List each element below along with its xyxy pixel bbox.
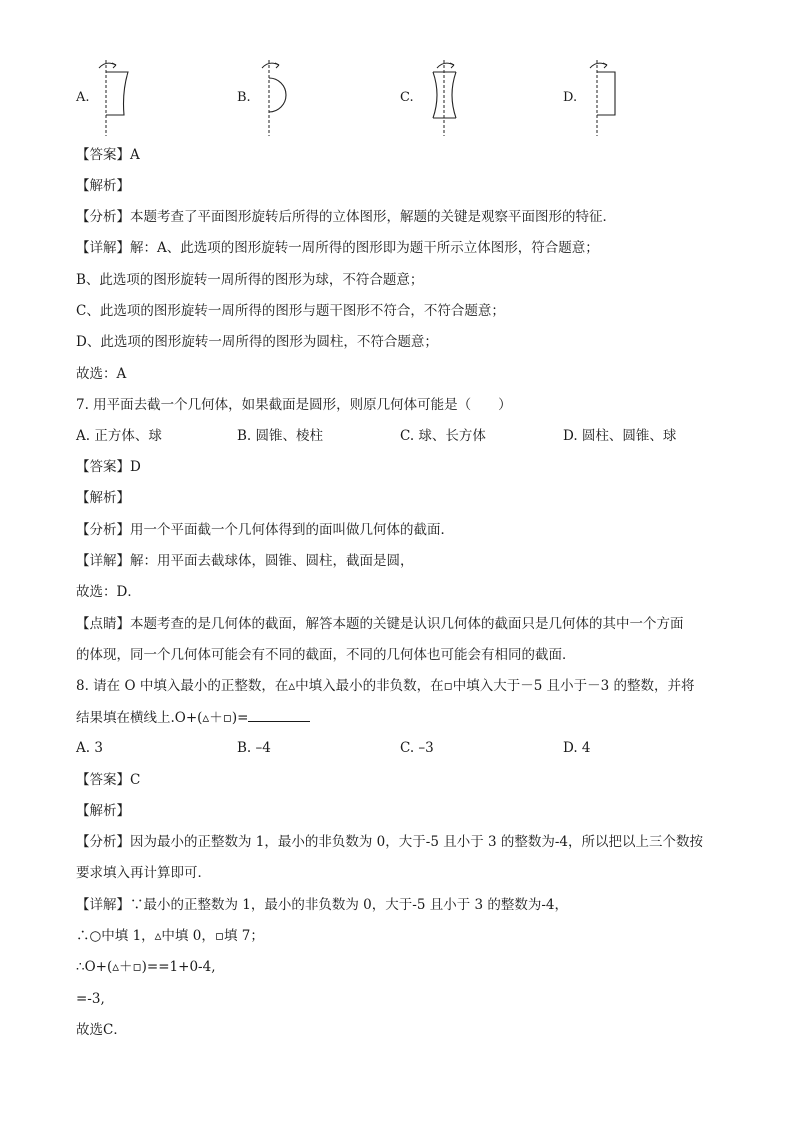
figure-label-d: D. (563, 90, 578, 105)
q6-detail-4: D、此选项的图形旋转一周所得的图形为圆柱，不符合题意； (76, 334, 438, 350)
q7-option-a: A. 正方体、球 (76, 428, 162, 444)
figure-option-c (400, 56, 480, 142)
q6-detail-1: 【详解】解：A、此选项的图形旋转一周所得的图形即为题干所示立体图形，符合题意； (76, 240, 599, 256)
q7-dianjing-1: 【点睛】本题考查的是几何体的截面，解答本题的关键是认识几何体的截面只是几何体的其中一个方面 (76, 616, 684, 632)
q8-option-d: D. 4 (563, 740, 591, 756)
figure-b-drawing (255, 56, 315, 142)
q7-jiexi-heading: 【解析】 (76, 490, 130, 506)
q8-jiexi-heading: 【解析】 (76, 803, 130, 819)
q7-option-d: D. 圆柱、圆锥、球 (563, 428, 677, 444)
q6-jiexi-heading: 【解析】 (76, 178, 130, 194)
q7-dianjing-2: 的体现，同一个几何体可能会有不同的截面，不同的几何体也可能会有相同的截面． (76, 647, 576, 663)
q8-question-1: 8. 请在 O 中填入最小的正整数，在▵中填入最小的非负数，在▫中填入大于－5 且小于－3 的整数，并将 (76, 678, 695, 694)
q7-option-b: B. 圆锥、棱柱 (237, 428, 324, 444)
q8-question-2-text: 结果填在横线上.O+(▵＋▫)= (76, 710, 249, 726)
figure-label-b: B. (237, 90, 251, 105)
q7-answer: 【答案】D (76, 459, 141, 475)
q8-option-c: C. –3 (400, 740, 434, 756)
figure-a-drawing (94, 56, 154, 142)
figure-c-drawing (424, 56, 484, 142)
q8-detail-1: 【详解】∵最小的正整数为 1，最小的非负数为 0，大于-5 且小于 3 的整数为-4， (76, 897, 569, 913)
q8-question-2 (76, 707, 776, 728)
q7-detail: 【详解】解：用平面去截球体，圆锥、圆柱，截面是圆， (76, 553, 414, 569)
q6-choose: 故选：A (76, 366, 127, 382)
figure-label-a: A. (76, 90, 90, 105)
q8-detail-4: =-3, (76, 991, 105, 1007)
q8-choose: 故选C． (76, 1022, 127, 1038)
figure-option-b (237, 56, 317, 142)
q8-analysis-2: 要求填入再计算即可． (76, 865, 211, 881)
figure-label-c: C. (400, 90, 414, 105)
figure-option-d (563, 56, 643, 142)
q7-choose: 故选：D． (76, 584, 141, 600)
q7-analysis: 【分析】用一个平面截一个几何体得到的面叫做几何体的截面． (76, 522, 454, 538)
figure-options-row (0, 56, 794, 142)
figure-d-drawing (587, 56, 647, 142)
q8-detail-3: ∴O+(▵＋▫)==1+0-4, (76, 959, 216, 975)
q8-detail-2: ∴○中填 1，▵中填 0，▫填 7； (76, 928, 264, 944)
q6-answer: 【答案】A (76, 147, 140, 163)
q6-analysis: 【分析】本题考查了平面图形旋转后所得的立体图形，解题的关键是观察平面图形的特征． (76, 209, 616, 225)
q8-option-a: A. 3 (76, 740, 103, 756)
q8-option-b: B. –4 (237, 740, 271, 756)
answer-blank (248, 707, 310, 722)
q8-answer: 【答案】C (76, 772, 141, 788)
figure-option-a (76, 56, 156, 142)
q8-analysis-1: 【分析】因为最小的正整数为 1，最小的非负数为 0，大于-5 且小于 3 的整数为-4，所以把以上三个数按 (76, 834, 704, 850)
q6-detail-2: B、此选项的图形旋转一周所得的图形为球，不符合题意； (76, 272, 424, 288)
q6-detail-3: C、此选项的图形旋转一周所得的图形与题干图形不符合，不符合题意； (76, 303, 505, 319)
q7-option-c: C. 球、长方体 (400, 428, 486, 444)
q7-question: 7. 用平面去截一个几何体，如果截面是圆形，则原几何体可能是（ ） (76, 397, 512, 413)
